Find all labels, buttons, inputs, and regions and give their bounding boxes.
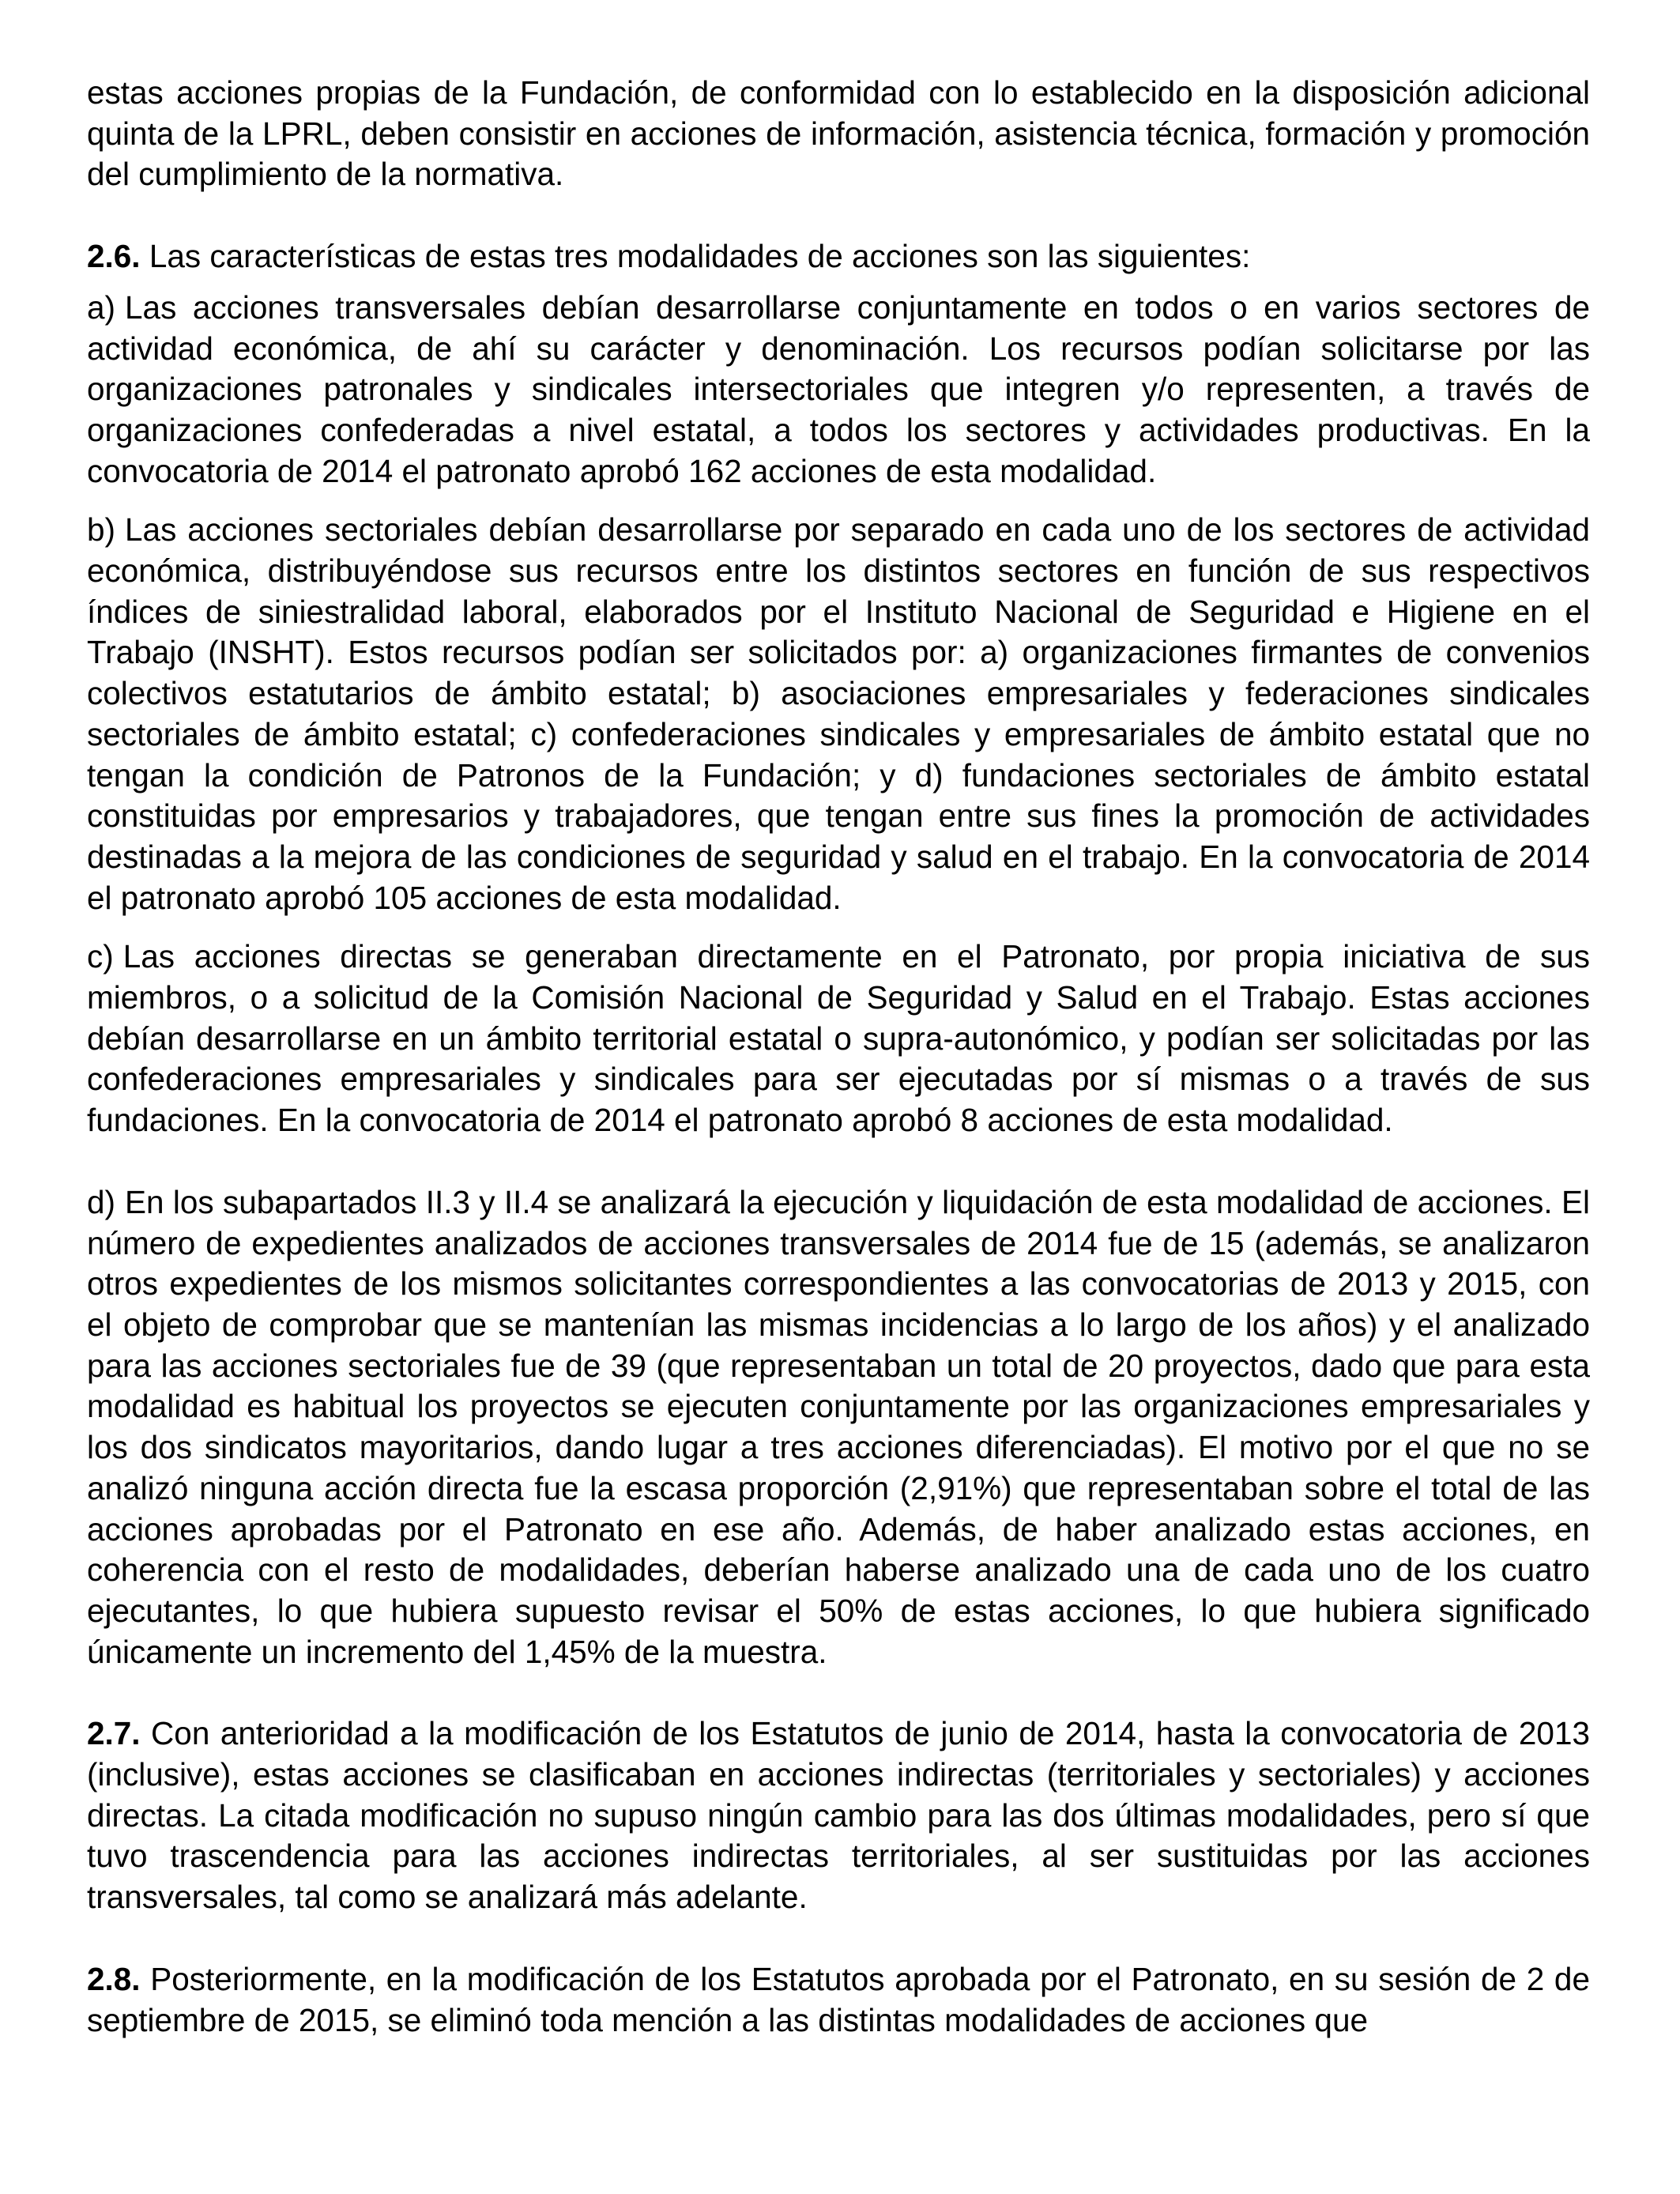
section-text: Las características de estas tres modalidades de acciones son las siguientes: (149, 238, 1251, 275)
list-item-text: Las acciones directas se generaban directamente en el Patronato, por propia iniciativa de sus miembros, o a solicitud de la Comisión Nacional de Seguridad y Salud en el Trabajo. Estas acciones debían desarrollarse en un ámbito territorial estatal o supra-autonómico, y podían ser solicitadas por las confederaciones empresariales y sindicales para ser ejecutadas por sí mismas o a través de sus fundaciones. En la convocatoria de 2014 el patronato aprobó 8 acciones de esta modalidad. (87, 938, 1590, 1139)
list-item-text: Las acciones transversales debían desarrollarse conjuntamente en todos o en varios sectores de actividad económica, de ahí su carácter y denominación. Los recursos podían solicitarse por las organizaciones patronales y sindicales intersectoriales que integren y/o representen, a través de organizaciones confederadas a nivel estatal, a todos los sectores y actividades productivas. En la convocatoria de 2014 el patronato aprobó 162 acciones de esta modalidad. (87, 288, 1590, 489)
section-2-6 (87, 236, 1590, 277)
list-item-label: a) (87, 288, 116, 326)
section-text: Posteriormente, en la modificación de los Estatutos aprobada por el Patronato, en su sesión de 2 de septiembre de 2015, se eliminó toda mención a las distintas modalidades de acciones que (87, 1960, 1590, 2038)
list-item-label: c) (87, 938, 114, 975)
list-item-label: b) (87, 511, 116, 548)
list-item-text: En los subapartados II.3 y II.4 se analizará la ejecución y liquidación de esta modalidad de acciones. El número de expedientes analizados de acciones transversales de 2014 fue de 15 (además, se analizaron otros expedientes de los mismos solicitantes correspondientes a las convocatorias de 2013 y 2015, con el objeto de comprobar que se mantenían las mismas incidencias a lo largo de los años) y el analizado para las acciones sectoriales fue de 39 (que representaban un total de 20 proyectos, dado que para esta modalidad es habitual los proyectos se ejecuten conjuntamente por las organizaciones empresariales y los dos sindicatos mayoritarios, dando lugar a tres acciones diferenciadas). El motivo por el que no se analizó ninguna acción directa fue la escasa proporción (2,91%) que representaban sobre el total de las acciones aprobadas por el Patronato en ese año. Además, de haber analizado estas acciones, en coherencia con el resto de modalidades, deberían haberse analizado una de cada uno de los cuatro ejecutantes, lo que hubiera supuesto revisar el 50% de estas acciones, lo que hubiera significado únicamente un incremento del 1,45% de la muestra. (87, 1183, 1590, 1670)
section-text: Con anterioridad a la modificación de los Estatutos de junio de 2014, hasta la convocatoria de 2013 (inclusive), estas acciones se clasificaban en acciones indirectas (territoriales y sectoriales) y acciones directas. La citada modificación no supuso ningún cambio para las dos últimas modalidades, pero sí que tuvo trascendencia para las acciones indirectas territoriales, al ser sustituidas por las acciones transversales, tal como se analizará más adelante. (87, 1715, 1590, 1916)
section-number: 2.6. (87, 238, 141, 275)
list-item-d (87, 1182, 1590, 1672)
list-item-c (87, 937, 1590, 1141)
section-2-7 (87, 1713, 1590, 1918)
list-item-label: d) (87, 1183, 116, 1220)
section-2-8 (87, 1959, 1590, 2041)
list-item-text: Las acciones sectoriales debían desarrollarse por separado en cada uno de los sectores de actividad económica, distribuyéndose sus recursos entre los distintos sectores en función de sus respectivos índices de siniestralidad laboral, elaborados por el Instituto Nacional de Seguridad e Higiene en el Trabajo (INSHT). Estos recursos podían ser solicitados por: a) organizaciones firmantes de convenios colectivos estatutarios de ámbito estatal; b) asociaciones empresariales y federaciones sindicales sectoriales de ámbito estatal; c) confederaciones sindicales y empresariales de ámbito estatal que no tengan la condición de Patronos de la Fundación; y d) fundaciones sectoriales de ámbito estatal constituidas por empresarios y trabajadores, que tengan entre sus fines la promoción de actividades destinadas a la mejora de las condiciones de seguridad y salud en el trabajo. En la convocatoria de 2014 el patronato aprobó 105 acciones de esta modalidad. (87, 511, 1590, 916)
section-number: 2.7. (87, 1715, 141, 1752)
paragraph-intro-text: estas acciones propias de la Fundación, de conformidad con lo establecido en la disposición adicional quinta de la LPRL, deben consistir en acciones de información, asistencia técnica, formación y promoción del cumplimiento de la normativa. (87, 74, 1590, 193)
paragraph-intro (87, 73, 1590, 195)
list-item-b (87, 510, 1590, 918)
section-number: 2.8. (87, 1960, 141, 1997)
document-page (87, 73, 1590, 2041)
list-item-a (87, 288, 1590, 492)
